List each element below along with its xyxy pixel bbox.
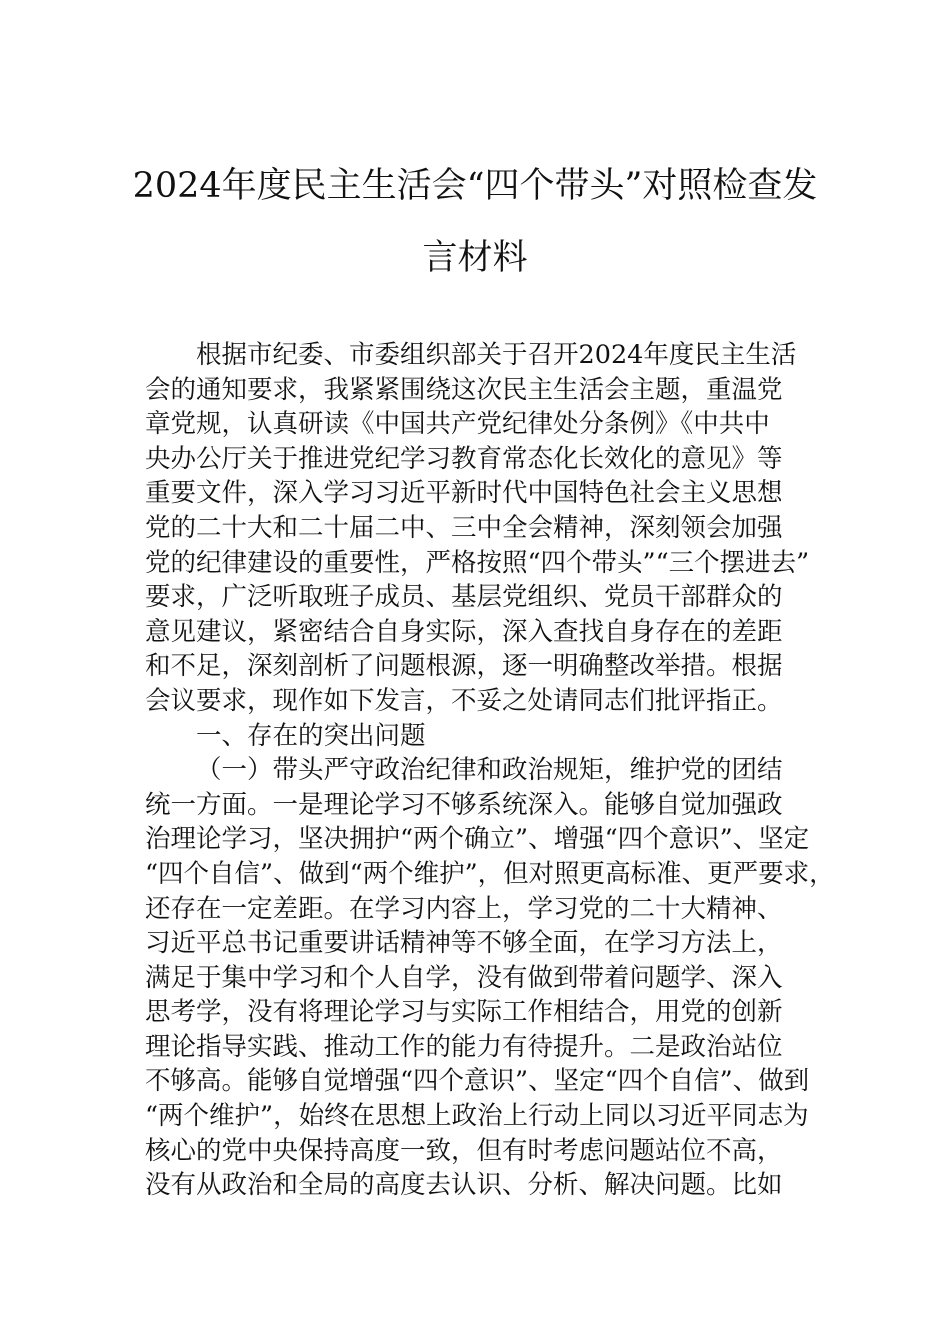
paragraph-line: 会的通知要求，我紧紧围绕这次民主生活会主题，重温党	[145, 374, 783, 405]
paragraph-line: 意见建议，紧密结合自身实际，深入查找自身存在的差距	[145, 616, 783, 647]
paragraph-line: “两个维护”，始终在思想上政治上行动上同以习近平同志为	[145, 1101, 809, 1132]
paragraph-line: 重要文件，深入学习习近平新时代中国特色社会主义思想	[145, 478, 783, 509]
title-line-1: 2024年度民主生活会“四个带头”对照检查发	[132, 166, 818, 206]
paragraph-line: 要求，广泛听取班子成员、基层党组织、党员干部群众的	[145, 582, 783, 613]
paragraph-line: 和不足，深刻剖析了问题根源，逐一明确整改举措。根据	[145, 651, 783, 682]
paragraph-line: 理论指导实践、推动工作的能力有待提升。二是政治站位	[145, 1031, 783, 1062]
paragraph-line: 党的纪律建设的重要性，严格按照“四个带头”“三个摆进去”	[145, 547, 810, 578]
document-body	[145, 338, 835, 1203]
paragraph-line: 章党规，认真研读《中国共产党纪律处分条例》《中共中	[145, 409, 770, 440]
title-line-2: 言材料	[422, 238, 528, 278]
paragraph-line: 治理论学习，坚决拥护“两个确立”、增强“四个意识”、坚定	[145, 824, 810, 855]
paragraph-line: 核心的党中央保持高度一致，但有时考虑问题站位不高，	[145, 1135, 783, 1166]
paragraph-line: 还存在一定差距。在学习内容上，学习党的二十大精神、	[145, 893, 783, 924]
paragraph-line: 根据市纪委、市委组织部关于召开2024年度民主生活	[196, 340, 797, 370]
section-heading: 一、存在的突出问题	[196, 720, 426, 751]
paragraph-line: “四个自信”、做到“两个维护”，但对照更高标准、更严要求，	[145, 858, 835, 889]
paragraph-line: 习近平总书记重要讲话精神等不够全面，在学习方法上，	[145, 928, 783, 959]
paragraph-line: 统一方面。一是理论学习不够系统深入。能够自觉加强政	[145, 789, 783, 820]
paragraph-line: 央办公厅关于推进党纪学习教育常态化长效化的意见》等	[145, 443, 783, 474]
paragraph-line: 满足于集中学习和个人自学，没有做到带着问题学、深入	[145, 962, 783, 993]
paragraph-line: 不够高。能够自觉增强“四个意识”、坚定“四个自信”、做到	[145, 1066, 810, 1097]
paragraph-line: 没有从政治和全局的高度去认识、分析、解决问题。比如	[145, 1170, 783, 1201]
subsection-line: （一）带头严守政治纪律和政治规矩，维护党的团结	[196, 755, 783, 786]
paragraph-line: 会议要求，现作如下发言，不妥之处请同志们批评指正。	[145, 685, 783, 716]
document-title	[110, 150, 840, 294]
paragraph-line: 思考学，没有将理论学习与实际工作相结合，用党的创新	[145, 997, 783, 1028]
paragraph-line: 党的二十大和二十届二中、三中全会精神，深刻领会加强	[145, 512, 783, 543]
